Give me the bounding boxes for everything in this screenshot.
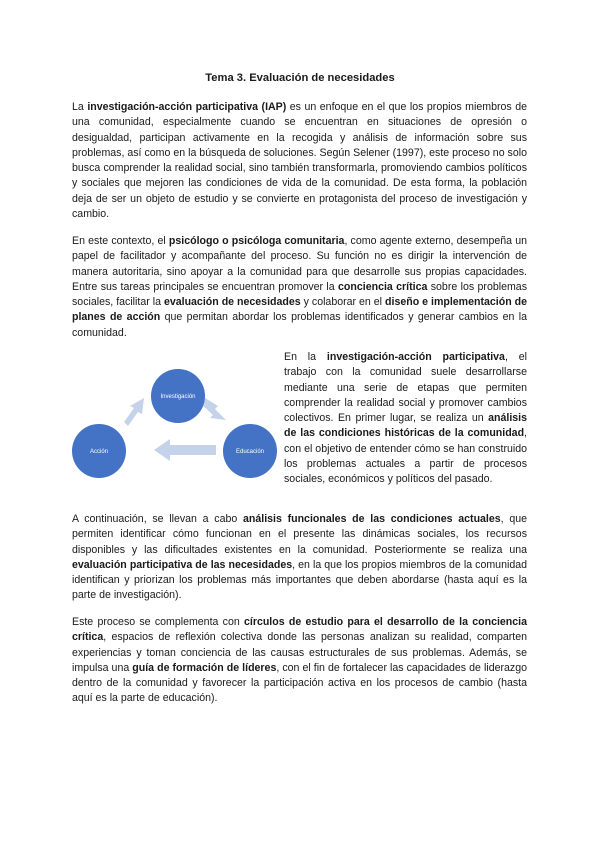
arrow-right-to-left (154, 439, 216, 461)
text-run: A continuación, se llevan a cabo (72, 513, 243, 525)
text-run: , espacios de reflexión colectiva donde las personas analizan su realidad, comparten experiencias y toman conciencia de las causas estructurales de sus problemas. Además, se impulsa una (72, 631, 527, 674)
bold-term: círculos de estudio para el desarrollo de la conciencia crítica (72, 616, 527, 644)
bold-term: psicólogo o psicóloga comunitaria (168, 235, 345, 247)
node-investigacion-label: Investigación (160, 394, 196, 400)
text-run: , como agente externo, desempeña un papel de facilitador y acompañante del proceso. Su función no es dirigir la intervención de manera autoritaria, sino apoyar a la comunidad para que desarrolle sus propias capacidades. Entre sus tareas principales se encuentran promover la (72, 235, 527, 293)
text-run: , con el fin de fortalecer las capacidades de liderazgo dentro de la comunidad y favorecer la participación activa en los procesos de cambio (hasta aquí es la parte de educación). (72, 661, 527, 705)
paragraph-analisis-funcionales (72, 512, 527, 604)
bold-term: investigación-acción participativa (326, 351, 505, 363)
bold-term: diseño e implementación de planes de acción (72, 296, 528, 324)
bold-term: investigación-acción participativa (IAP) (87, 101, 287, 113)
text-run: En este contexto, el (72, 235, 169, 247)
text-run: En la (284, 351, 327, 363)
arrow-left-to-top (124, 398, 144, 426)
text-run: , que permiten identificar cómo funcionan en el presente las dinámicas sociales, los recursos disponibles y las dificultades existentes en la comunidad. Posteriormente se realiza una (72, 513, 527, 556)
paragraph-circulos-estudio (72, 615, 527, 707)
bold-term: análisis de las condiciones históricas de la comunidad (284, 412, 527, 440)
text-run: Este proceso se complementa con (72, 616, 244, 628)
text-run: es un enfoque en el que los propios miembros de una comunidad, especialmente cuando se encuentran en situaciones de opresión o desigualdad, participan activamente en la recogida y análisis de información sobre sus problemas, así como en la búsqueda de soluciones. Según Selener (1997), este proceso no solo busca comprender la realidad social, sino también transformarla, promoviendo cambios políticos y sociales que mejoren las condiciones de vida de la comunidad. De esta forma, la población deja de ser un objeto de estudio y se convierte en protagonista del proceso de investigación y cambio. (72, 101, 527, 221)
paragraph-etapas (284, 350, 527, 488)
text-run: , en la que los propios miembros de la comunidad identifican y priorizan los problemas más importantes que deben abordarse (hasta aquí es la parte de investigación). (72, 558, 527, 602)
bold-term: evaluación participativa de las necesidades (72, 558, 293, 571)
node-educacion-label: Educación (235, 449, 265, 455)
bold-term: evaluación de necesidades (163, 296, 301, 309)
page-title: Tema 3. Evaluación de necesidades (205, 72, 395, 84)
paragraph-iap-intro (72, 100, 527, 222)
iap-cycle-diagram (72, 360, 277, 490)
paragraph-psicologo-comunitario (72, 234, 527, 341)
bold-term: guía de formación de líderes (132, 661, 277, 674)
text-run: , el trabajo con la comunidad suele desarrollarse mediante una serie de etapas que permiten comprender la realidad social y promover cambios colectivos. En primer lugar, se realiza un (284, 351, 527, 425)
text-run: que permitan abordar los problemas identificados y generar cambios en la comunidad. (72, 311, 528, 339)
text-run: y colaborar en el (300, 296, 386, 309)
bold-term: conciencia crítica (338, 280, 428, 293)
node-accion-label: Acción (89, 449, 109, 455)
text-run: sobre los problemas sociales, facilitar la (72, 280, 527, 309)
text-run: , con el objetivo de entender cómo se han construido los problemas actuales a partir de procesos sociales, económicos y políticos del pasado. (284, 427, 527, 486)
text-run: La (72, 101, 88, 113)
bold-term: análisis funcionales de las condiciones actuales (243, 513, 501, 525)
